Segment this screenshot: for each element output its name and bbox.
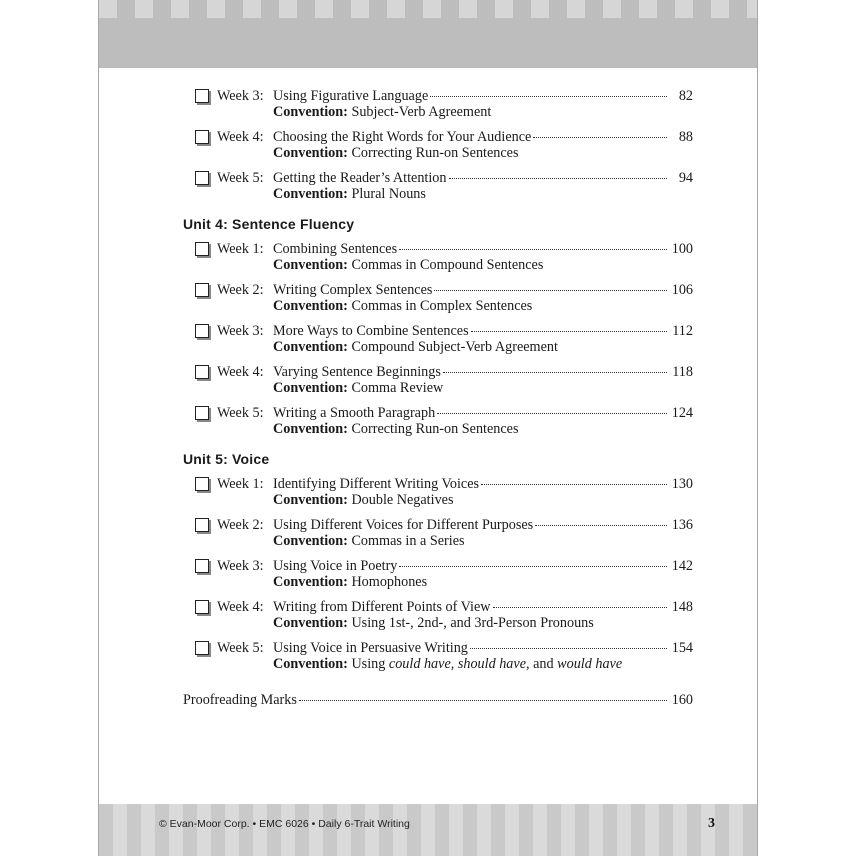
convention-line [273, 656, 693, 672]
convention-line [273, 145, 693, 161]
convention-text: Commas in a Series [351, 533, 465, 549]
footer-copyright: © Evan-Moor Corp. • EMC 6026 • Daily 6-Trait Writing [159, 818, 410, 830]
convention-label: Convention: [273, 257, 348, 273]
convention-text: Compound Subject-Verb Agreement [351, 339, 558, 355]
toc-entry [183, 476, 693, 508]
page-ref: 88 [678, 129, 693, 145]
convention-text: Double Negatives [351, 492, 454, 508]
convention-line [273, 104, 693, 120]
toc-entry [183, 364, 693, 396]
convention-text: Correcting Run-on Sentences [351, 421, 519, 437]
dot-leader [470, 648, 667, 649]
page-ref: 142 [671, 558, 693, 574]
convention-label: Convention: [273, 104, 348, 120]
toc-entry [183, 241, 693, 273]
page-ref: 106 [671, 282, 693, 298]
lesson-title: Writing Complex Sentences [273, 282, 433, 298]
checkbox-icon[interactable] [195, 406, 209, 420]
page-ref: 124 [671, 405, 693, 421]
week-label: Week 4: [217, 129, 264, 145]
dot-leader [533, 137, 667, 138]
toc-entry [183, 282, 693, 314]
convention-text: Commas in Complex Sentences [351, 298, 533, 314]
week-label: Week 5: [217, 640, 264, 656]
checkbox-icon[interactable] [195, 641, 209, 655]
week-label: Week 1: [217, 241, 264, 257]
lesson-title: Choosing the Right Words for Your Audience [273, 129, 532, 145]
convention-line [273, 574, 693, 590]
week-label: Week 1: [217, 476, 264, 492]
dot-leader [471, 331, 667, 332]
unit-heading: Unit 5: Voice [183, 451, 270, 467]
dot-leader [493, 607, 667, 608]
checkbox-icon[interactable] [195, 518, 209, 532]
toc-entry [183, 323, 693, 355]
lesson-title: Varying Sentence Beginnings [273, 364, 441, 380]
week-label: Week 2: [217, 282, 264, 298]
toc-entry [183, 88, 693, 120]
convention-label: Convention: [273, 145, 348, 161]
dot-leader [535, 525, 667, 526]
convention-text: Comma Review [351, 380, 444, 396]
page-ref: 136 [671, 517, 693, 533]
proofreading-title: Proofreading Marks [183, 692, 297, 708]
convention-line [273, 421, 693, 437]
checkbox-icon[interactable] [195, 130, 209, 144]
footer-band [99, 804, 757, 856]
dot-leader [443, 372, 667, 373]
convention-label: Convention: [273, 492, 348, 508]
convention-label: Convention: [273, 186, 348, 202]
dot-leader [434, 290, 667, 291]
week-label: Week 5: [217, 170, 264, 186]
page-ref: 130 [671, 476, 693, 492]
lesson-title: Combining Sentences [273, 241, 398, 257]
page-ref: 148 [671, 599, 693, 615]
convention-line [273, 257, 693, 273]
page-ref: 154 [671, 640, 693, 656]
lesson-title: Writing from Different Points of View [273, 599, 491, 615]
lesson-title: More Ways to Combine Sentences [273, 323, 469, 339]
toc-entry [183, 599, 693, 631]
convention-italic: could have, should have, [388, 656, 530, 672]
lesson-title: Using Voice in Poetry [273, 558, 398, 574]
dot-leader [437, 413, 667, 414]
page-ref: 112 [672, 323, 693, 339]
page-ref: 94 [678, 170, 693, 186]
convention-label: Convention: [273, 615, 348, 631]
page-ref: 160 [671, 692, 693, 708]
week-label: Week 3: [217, 88, 264, 104]
week-label: Week 3: [217, 323, 264, 339]
week-label: Week 3: [217, 558, 264, 574]
convention-line [273, 298, 693, 314]
dot-leader [449, 178, 668, 179]
convention-mid: and [529, 656, 558, 672]
convention-line [273, 492, 693, 508]
toc-entry [183, 129, 693, 161]
dot-leader [481, 484, 667, 485]
toc-entry [183, 640, 693, 672]
document-page [98, 0, 758, 856]
checkbox-icon[interactable] [195, 559, 209, 573]
convention-line [273, 533, 693, 549]
checkbox-icon[interactable] [195, 477, 209, 491]
convention-line [273, 186, 693, 202]
convention-label: Convention: [273, 533, 348, 549]
proofreading-entry [183, 692, 693, 708]
lesson-title: Using Voice in Persuasive Writing [273, 640, 468, 656]
week-label: Week 2: [217, 517, 264, 533]
lesson-title: Getting the Reader’s Attention [273, 170, 447, 186]
dot-leader [299, 700, 667, 701]
page-number: 3 [708, 816, 715, 831]
page-ref: 82 [678, 88, 693, 104]
convention-line [273, 380, 693, 396]
week-label: Week 5: [217, 405, 264, 421]
lesson-title: Using Figurative Language [273, 88, 429, 104]
lesson-title: Identifying Different Writing Voices [273, 476, 480, 492]
convention-text: Plural Nouns [351, 186, 426, 202]
week-label: Week 4: [217, 599, 264, 615]
convention-text: Homophones [351, 574, 428, 590]
convention-text: Correcting Run-on Sentences [351, 145, 519, 161]
toc-entry [183, 170, 693, 202]
lesson-title: Using Different Voices for Different Purposes [273, 517, 534, 533]
checkbox-icon[interactable] [195, 242, 209, 256]
unit-heading: Unit 4: Sentence Fluency [183, 216, 355, 232]
checkbox-icon[interactable] [195, 365, 209, 379]
toc-entry [183, 517, 693, 549]
lesson-title: Writing a Smooth Paragraph [273, 405, 436, 421]
convention-label: Convention: [273, 421, 348, 437]
convention-line [273, 339, 693, 355]
convention-text: Subject-Verb Agreement [351, 104, 492, 120]
page-ref: 118 [672, 364, 693, 380]
convention-label: Convention: [273, 574, 348, 590]
convention-label: Convention: [273, 298, 348, 314]
checkbox-icon[interactable] [195, 600, 209, 614]
convention-text: Commas in Compound Sentences [351, 257, 544, 273]
convention-text: Using 1st-, 2nd-, and 3rd-Person Pronouns [351, 615, 594, 631]
checkbox-icon[interactable] [195, 171, 209, 185]
header-band [99, 0, 757, 68]
checkbox-icon[interactable] [195, 89, 209, 103]
convention-label: Convention: [273, 656, 348, 672]
dot-leader [399, 249, 667, 250]
convention-italic: would have [557, 656, 623, 672]
dot-leader [399, 566, 667, 567]
table-of-contents [183, 88, 693, 708]
toc-entry [183, 558, 693, 590]
week-label: Week 4: [217, 364, 264, 380]
page-ref: 100 [671, 241, 693, 257]
checkbox-icon[interactable] [195, 283, 209, 297]
convention-text: Using [351, 656, 389, 672]
convention-label: Convention: [273, 339, 348, 355]
convention-line [273, 615, 693, 631]
checkbox-icon[interactable] [195, 324, 209, 338]
dot-leader [430, 96, 667, 97]
convention-label: Convention: [273, 380, 348, 396]
toc-entry [183, 405, 693, 437]
